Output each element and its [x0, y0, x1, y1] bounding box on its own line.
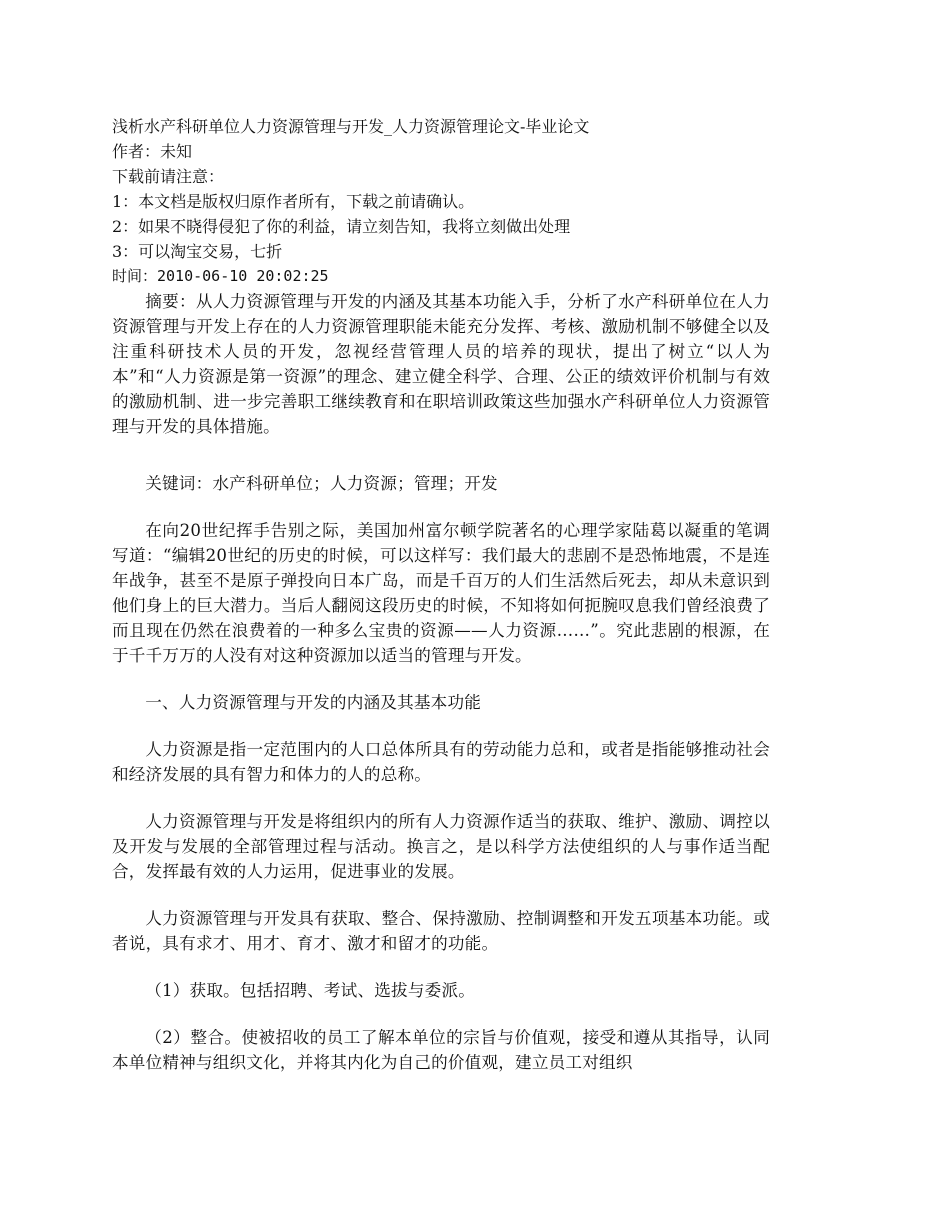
- body-paragraph-2: 人力资源管理与开发是将组织内的所有人力资源作适当的获取、维护、激励、调控以及开发与发展的全部管理过程与活动。换言之，是以科学方法使组织的人与事作适当配合，发挥最有效的人力运用，促进事业的发展。: [112, 812, 770, 881]
- document-title: 浅析水产科研单位人力资源管理与开发_人力资源管理论文-毕业论文: [112, 117, 590, 136]
- body-paragraph-4: （1）获取。包括招聘、考试、选拔与委派。: [145, 981, 476, 1000]
- body-paragraph-5: （2）整合。使被招收的员工了解本单位的宗旨与价值观，接受和遵从其指导，认同本单位精神与组织文化，并将其内化为自己的价值观，建立员工对组织: [112, 1028, 770, 1072]
- keywords-paragraph: 关键词：水产科研单位；人力资源；管理；开发: [145, 474, 498, 493]
- timestamp-line: 时间：2010-06-10 20:02:25: [112, 267, 329, 285]
- body-paragraph-3: 人力资源管理与开发具有获取、整合、保持激励、控制调整和开发五项基本功能。或者说，具有求才、用才、育才、激才和留才的功能。: [112, 909, 770, 953]
- author-line: 作者：未知: [112, 142, 193, 161]
- notice-item-3: 3：可以淘宝交易，七折: [112, 242, 283, 261]
- section-heading-1: 一、人力资源管理与开发的内涵及其基本功能: [145, 693, 482, 712]
- notice-item-1: 1：本文档是版权归原作者所有，下载之前请确认。: [112, 192, 475, 211]
- notice-item-2: 2：如果不晓得侵犯了你的利益，请立刻告知，我将立刻做出处理: [112, 217, 571, 236]
- intro-paragraph: 在向20世纪挥手告别之际，美国加州富尔顿学院著名的心理学家陆葛以凝重的笔调写道：“编辑20世纪的历史的时候，可以这样写：我们最大的悲剧不是恐怖地震，不是连年战争，甚至不是原子弹投向日本广岛，而是千百万的人们生活然后死去，却从未意识到他们身上的巨大潜力。当后人翻阅这段历史的时候，不知将如何扼腕叹息我们曾经浪费了而且现在仍然在浪费着的一种多么宝贵的资源——人力资源……”。究此悲剧的根源，在于千千万万的人没有对这种资源加以适当的管理与开发。: [112, 521, 770, 665]
- abstract-paragraph: 摘要：从人力资源管理与开发的内涵及其基本功能入手，分析了水产科研单位在人力资源管理与开发上存在的人力资源管理职能未能充分发挥、考核、激励机制不够健全以及注重科研技术人员的开发，忽视经营管理人员的培养的现状，提出了树立“以人为本”和“人力资源是第一资源”的理念、建立健全科学、合理、公正的绩效评价机制与有效的激励机制、进一步完善职工继续教育和在职培训政策这些加强水产科研单位人力资源管理与开发的具体措施。: [112, 292, 770, 436]
- body-paragraph-1: 人力资源是指一定范围内的人口总体所具有的劳动能力总和，或者是指能够推动社会和经济发展的具有智力和体力的人的总称。: [112, 740, 770, 784]
- notice-heading: 下载前请注意：: [112, 167, 225, 186]
- document-page: [112, 114, 770, 1075]
